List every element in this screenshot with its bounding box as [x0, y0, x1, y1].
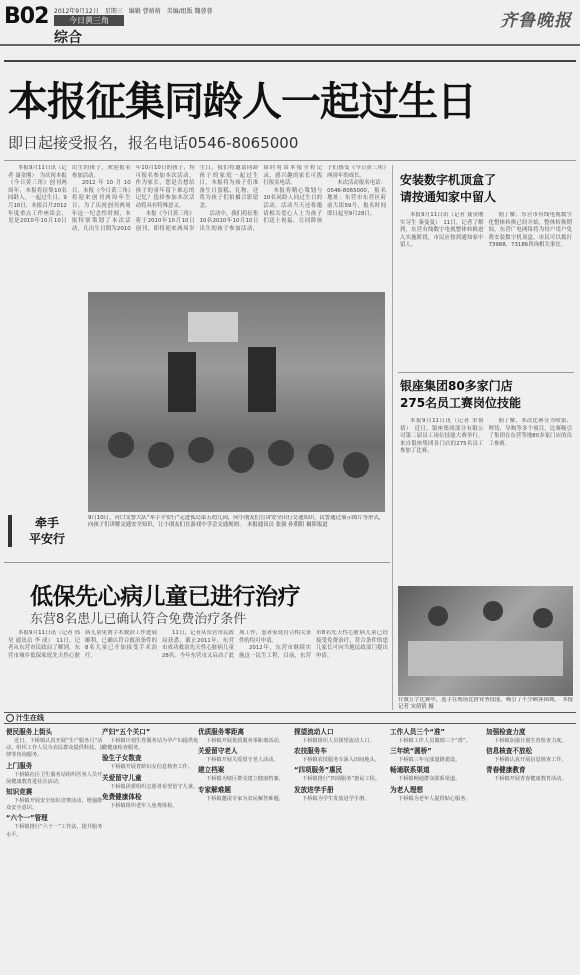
- bottom-column: [294, 726, 394, 971]
- callout-line-1: 牵手: [34, 516, 59, 530]
- photo-poster: [188, 312, 238, 342]
- photo-child: [188, 437, 214, 463]
- section-bullet-icon: [6, 714, 14, 722]
- brief-heading: 探望流动人口: [294, 728, 334, 736]
- brief-heading: “四项服务”惠民: [294, 766, 343, 775]
- lead-rule: [4, 160, 576, 161]
- photo-officer: [168, 352, 196, 412]
- brief-heading: 上门服务: [6, 761, 33, 770]
- brief-heading: 便民服务上街头: [6, 728, 53, 736]
- brief-text: 下桥镇认真开展信息核查工作。: [494, 757, 567, 764]
- photo-child: [308, 444, 334, 470]
- top-rule: [4, 60, 576, 62]
- bottom-column: [390, 726, 490, 971]
- bottom-column: [102, 726, 202, 971]
- callout-line-2: 平安行: [28, 532, 65, 546]
- story2-paragraph: 2012年，东营市继续实施这一民生工程，目前，东营市8名先天性心脏病儿童已经接受免费治疗，符合条件的患儿家长可向当地民政部门提出申请。: [239, 630, 388, 659]
- brief-heading: 关爱留守老人: [198, 747, 238, 756]
- page-header: [0, 0, 580, 46]
- brief-text: 下桥镇加强计划生育检查力度。: [494, 738, 567, 744]
- lead-paragraph: 2012年10月10日，本报《今日黄三角》将迎来创刊两周年生日。为了庆祝创刊两周年这一纪念性时刻，本报特别策划了本次活动，凡出生日期为2010年10月10日的孩子，均可报名参加本次活动，作为家长，您是否想给孩子的童年留下难忘的记忆？选择参加本次活动将具有特殊意义。: [71, 165, 195, 232]
- brief-text: 下桥镇社区卫生服务站组织医务人员开展健康教育进社区活动。: [6, 771, 103, 785]
- side1-paragraph: 本报9月11日讯（记者 聂金刚 实习生 秦曼曼） 11日，记者了解到，东营有线数字电视整体转换进入实施阶段，市民应按到通知家中留人。: [400, 212, 484, 249]
- brief-heading: 验生子女数查: [102, 754, 142, 763]
- section-name: 综合: [54, 30, 82, 46]
- side2-photo-caption: 在做万字比赛中，选手在现场比拼业务技能，吸引了不少顾客围观。 本报记者 宋倩倩 摄: [398, 697, 574, 711]
- brief-heading: 为老人理想: [390, 785, 423, 794]
- photo-officer: [248, 347, 276, 412]
- brief-text: 下桥镇推行“四项服务”惠民工程。: [302, 776, 381, 783]
- brief-text: 近日，下桥镇认真开展“生产服务月”活动，组织工作人员为农民群众提供科技、法律等咨询服务。: [6, 738, 105, 759]
- side-rule: [398, 372, 574, 373]
- bottom-section-label-text: 汁生在线: [16, 714, 44, 722]
- brief-text: 下桥镇开展优质服务零距离活动。: [206, 738, 284, 744]
- side2-paragraph: 据了解，本次比赛分为收银、理货、导购等多个项目，比赛吸引了集团在东营等地80多家门店的员工参赛。: [488, 418, 572, 447]
- story2-paragraph: 本报9月11日讯（记者 邢昊 通讯员 李 成） 11日，记者从东营市民政局了解到，东营市城乡低保家庭先天性心脏病儿童免费手术救治工作进展顺利，已确认符合救治条件的8名儿童已开始接受手术治疗。: [8, 630, 157, 659]
- brief-text: 下桥镇计划生育服务站为孕产妇提供免费健康检查服务。: [102, 738, 199, 752]
- side2-paragraph: 本报9月11日讯（记者 宋倩倩） 近日，银座集团部分有限公司第二届员工岗位技能大赛举行，来自银座集团各门店的275名员工参加了比赛。: [400, 418, 484, 455]
- photo-person: [428, 606, 448, 626]
- brief-heading: 建立档案: [198, 766, 225, 775]
- story2-subhead: 东营8名患儿已确认符合免费治疗条件: [30, 612, 247, 627]
- side2-body: [400, 418, 572, 578]
- brief-heading: 免费健康体检: [102, 792, 142, 801]
- brief-text: 下桥镇工作人员做到三个“准”。: [398, 738, 471, 744]
- brief-heading: 农技服务车: [294, 747, 327, 756]
- bottom-section-header: [4, 712, 576, 724]
- side2-title: [400, 378, 521, 412]
- side2-title-line-1: 银座集团80多家门店: [400, 379, 513, 393]
- photo-child: [148, 442, 174, 468]
- brief-text: 下桥镇推行“六个一”工作法，提升服务水平。: [6, 824, 103, 838]
- brief-text: 下桥镇组织老年人免费体检。: [110, 802, 178, 809]
- store-competition-photo: [398, 586, 573, 696]
- brief-text: 下桥镇为辖区群众建立健康档案。: [206, 776, 284, 783]
- side1-title-line-2: 请按通知家中留人: [400, 190, 497, 204]
- brief-heading: 工作人员三个“准”: [390, 728, 445, 736]
- brief-text: 下桥镇组织人员探望流动人口。: [302, 738, 375, 744]
- brief-heading: 加强检查力度: [486, 728, 526, 736]
- bottom-column: [6, 726, 106, 971]
- brief-text: 下桥镇开展安全知识竞赛活动，增强群众安全意识。: [6, 798, 103, 812]
- brief-text: 下桥镇开展育龄妇女信息核查工作。: [110, 764, 194, 771]
- side2-title-line-2: 275名员工赛岗位技能: [400, 396, 522, 410]
- column-divider: [392, 165, 393, 710]
- brief-heading: 专家解难题: [198, 785, 231, 794]
- brief-text: 下桥镇开展关爱留守老人活动。: [206, 757, 279, 764]
- story2-headline: 低保先心病儿童已进行治疗: [30, 584, 300, 610]
- side1-title: [400, 172, 496, 206]
- brief-heading: 青春健康教育: [486, 766, 526, 775]
- side1-body: [400, 212, 572, 362]
- brief-text: 下桥镇开展青春健康教育活动。: [494, 776, 567, 783]
- brief-text: 下桥镇三年完成道路建设。: [398, 757, 461, 764]
- photo-child: [268, 440, 294, 466]
- photo-caption: 9月10日，河口交警大队“牵手平安行”走进孤岛第五幼儿园，向小朋友们宣讲安全出行交通知识，民警通过展示图片等形式，向孩子们讲解交通安全知识，让小朋友们在游戏中学会交通规则。 本报通讯员 张强 孙朝阳 摄影报道: [88, 515, 385, 529]
- lead-paragraph: 本报将精心策划与10名同龄人同过生日的活动，活动当天还将邀请相关爱心人士为孩子们送上祝福，让同龄孩子们感受《今日黄三角》两周年的成长。: [263, 165, 386, 225]
- brief-text: 下桥镇畅通群众联系渠道。: [398, 776, 461, 783]
- lead-paragraph: 本报《今日黄三角》将于2010年10月10日创刊，即将迎来两周岁生日。我们将邀请同龄孩子的家庭一起过生日，本报将为孩子们准备生日蛋糕、礼物，还将为孩子们拍摄合影留念。: [135, 165, 259, 232]
- photo-callout: [8, 515, 82, 547]
- photo-child: [108, 432, 134, 458]
- side1-title-line-1: 安装数字机顶盒了: [400, 173, 497, 187]
- lead-paragraph: 本报9月11日讯（记者 聂金刚） 为庆祝本报《今日黄三角》创刊两周年，本报将征集10名同龄人，一起过生日。9月10日，本报召开2012年度重点工作座谈会，见是2010年10月10日出生的孩子，欢迎报名参加活动。: [8, 165, 131, 225]
- story2-rule: [4, 562, 390, 563]
- brief-heading: 畅通联系渠道: [390, 766, 430, 775]
- bottom-column: [486, 726, 574, 971]
- brief-text: 下桥镇农技服务车深入田间地头。: [302, 757, 380, 764]
- bottom-column: [198, 726, 298, 971]
- bottom-section-label: [6, 713, 44, 723]
- brief-text: 下桥镇邀请专家为农民解答难题。: [206, 795, 284, 802]
- section-bar: 今日黄三角: [54, 15, 124, 26]
- brief-text: 下桥镇为老年人提供贴心服务。: [398, 795, 471, 802]
- police-kids-photo: [88, 292, 385, 512]
- lead-headline: 本报征集同龄人一起过生日: [8, 79, 476, 125]
- photo-child: [343, 452, 369, 478]
- brief-heading: 关爱留守儿童: [102, 773, 142, 782]
- photo-child: [228, 447, 254, 473]
- photo-person: [533, 608, 553, 628]
- newspaper-logo: 齐鲁晚报: [500, 11, 572, 31]
- page-meta: 2012年9月12日 星期三 编辑 曹萌萌 美编/组版 魏蓉蓉: [54, 8, 213, 15]
- story2-paragraph: 11日，记者从东营市民政局获悉，截止2011年，东营市成功救治先天性心脏病儿童28名。今年东营市又启动了此项工作，患者家庭符合相关条件的均可申请。: [162, 630, 311, 659]
- photo-person: [483, 601, 503, 621]
- side1-paragraph: 据了解，东营市有线电视数字化整体转换已经开始，整体转换期间，东营广电网络将为每户用户免费安装数字机顶盒，市民可以拨打73988、73186咨询相关事宜。: [488, 212, 572, 249]
- lead-paragraph: 本次活动报名电话：0546-8065000，报名地址：东营市东营区府前大街59号，报名时间即日起至9月28日。: [327, 180, 386, 217]
- brief-heading: 产妇“五个关口”: [102, 728, 151, 736]
- page-number: B02: [4, 4, 49, 29]
- brief-heading: 三年统“圆桥”: [390, 747, 432, 756]
- brief-heading: 优质服务零距离: [198, 728, 245, 736]
- story2-body: [8, 630, 388, 708]
- brief-heading: 信息核查不放松: [486, 747, 533, 756]
- lead-paragraph: 活动中，我们将征集10名2010年10月10日出生的孩子参加活动，届时将由本报全程记录，感兴趣的家长可拨打报名电话。: [199, 165, 323, 232]
- lead-body: [8, 165, 386, 290]
- photo-counter: [408, 641, 563, 676]
- brief-heading: 发放进学手册: [294, 785, 334, 794]
- brief-text: 下桥镇团委组织志愿者看望留守儿童。: [110, 783, 199, 790]
- brief-heading: 知识竞赛: [6, 788, 33, 797]
- brief-heading: “六个一”管理: [6, 814, 48, 823]
- brief-text: 下桥镇为学生发放进学手册。: [302, 795, 370, 802]
- lead-subhead: 即日起接受报名，报名电话0546-8065000: [8, 134, 299, 152]
